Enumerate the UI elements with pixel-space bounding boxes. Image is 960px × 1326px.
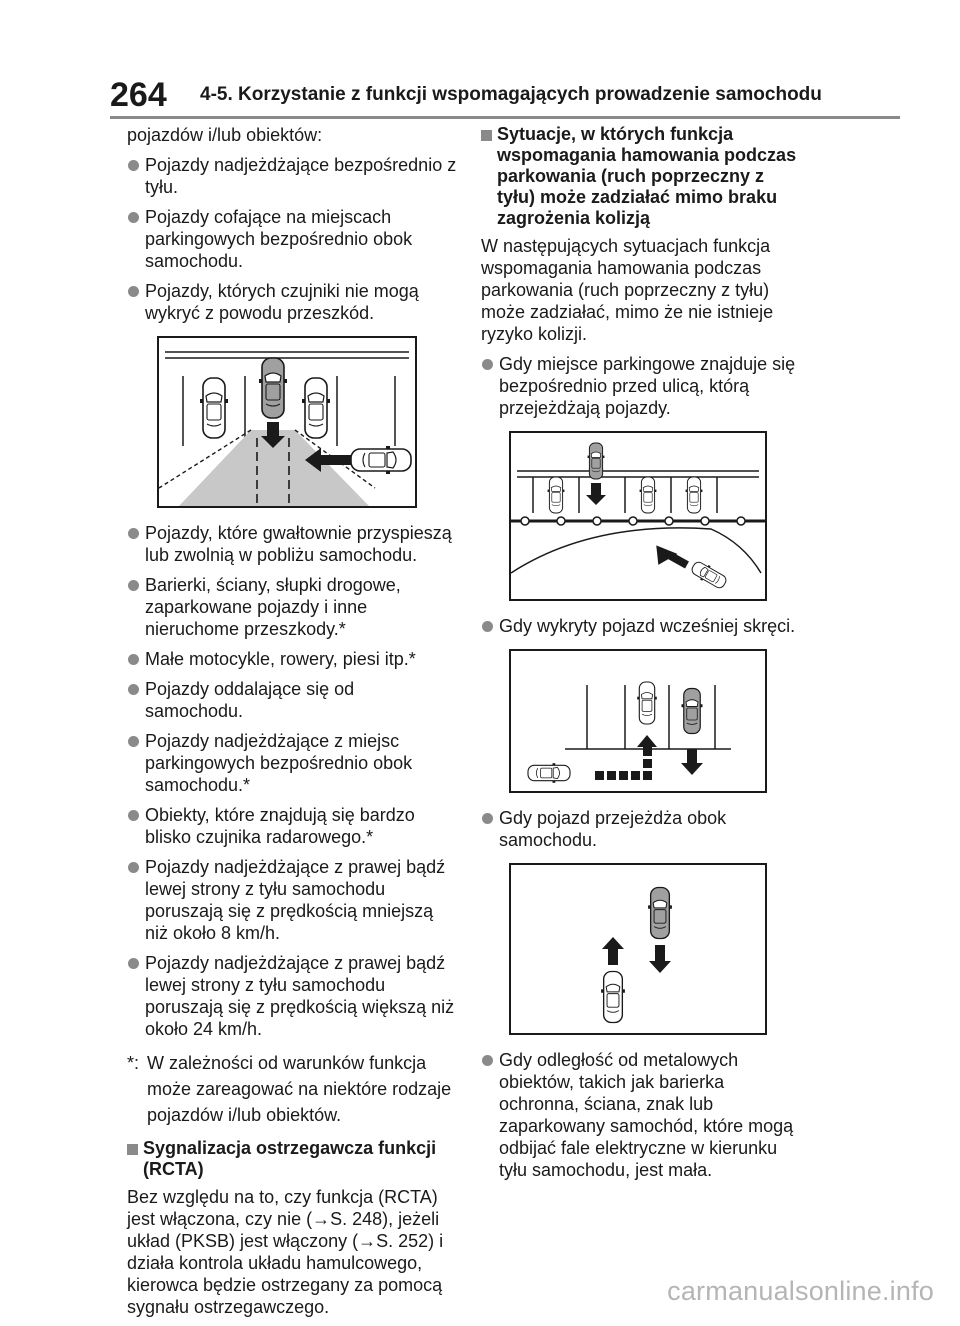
list-item: Barierki, ściany, słupki drogowe, zaparkowane pojazdy i inne nieruchome przeszkody.* [127, 574, 457, 640]
bullet-icon [128, 286, 139, 297]
list-item: Pojazdy, które gwałtownie przyspieszą lub zwolnią w pobliżu samochodu. [127, 522, 457, 566]
bullet-icon [128, 684, 139, 695]
page-header [110, 72, 900, 118]
list-item: Pojazdy nadjeżdżające z prawej bądź lewej strony z tyłu samochodu poruszają się z prędkością mniejszą niż około 8 km/h. [127, 856, 457, 944]
footnote [127, 1050, 457, 1128]
left-column [127, 124, 457, 1326]
list-item: Pojazdy nadjeżdżające bezpośrednio z tyłu. [127, 154, 457, 198]
intro-text: pojazdów i/lub obiektów: [127, 125, 323, 145]
list-item: Pojazdy nadjeżdżające z miejsc parkingowych bezpośrednio obok samochodu.* [127, 730, 457, 796]
square-bullet-icon [481, 130, 492, 141]
list-item: Gdy wykryty pojazd wcześniej skręci. [481, 615, 803, 637]
list-item: Pojazdy, których czujniki nie mogą wykryć z powodu przeszkód. [127, 280, 457, 324]
list-item: Pojazdy nadjeżdżające z prawej bądź lewej strony z tyłu samochodu poruszają się z prędkością większą niż około 24 km/h. [127, 952, 457, 1040]
header-rule [110, 116, 900, 119]
body-paragraph: W następujących sytuacjach funkcja wspomagania hamowania podczas parkowania (ruch poprzeczny z tyłu) może zadziałać, mimo że nie istnieje ryzyko kolizji. [481, 236, 774, 344]
list-item: Gdy miejsce parkingowe znajduje się bezpośrednio przed ulicą, którą przejeżdżają pojazdy. [481, 353, 803, 419]
bullet-icon [128, 528, 139, 539]
bullet-icon [128, 654, 139, 665]
bullet-icon [128, 862, 139, 873]
watermark: carmanualsonline.info [667, 1276, 934, 1306]
section-heading: Sytuacje, w których funkcja wspomagania hamowania podczas parkowania (ruch poprzeczny z tyłu) może zadziałać mimo braku zagrożenia kolizją [481, 124, 803, 229]
list-item: Obiekty, które znajdują się bardzo blisko czujnika radarowego.* [127, 804, 457, 848]
list-item: Pojazdy oddalające się od samochodu. [127, 678, 457, 722]
body-paragraph: Bez względu na to, czy funkcja (RCTA) jest włączona, czy nie (→S. 248), jeżeli układ (PKSB) jest włączony (→S. 252) i działa kontrola układu hamulcowego, kierowca będzie ostrzegany za pomocą sygnału ostrzegawczego. [127, 1187, 444, 1317]
list-item: Pojazdy cofające na miejscach parkingowych bezpośrednio obok samochodu. [127, 206, 457, 272]
figure-parking-near-street [509, 431, 767, 601]
footnote-mark: *: [127, 1053, 140, 1073]
square-bullet-icon [127, 1144, 138, 1155]
bullet-icon [128, 212, 139, 223]
bullet-icon [482, 1055, 493, 1066]
bullet-icon [482, 621, 493, 632]
bullet-icon [128, 958, 139, 969]
list-item: Małe motocykle, rowery, piesi itp.* [127, 648, 457, 670]
figure-vehicle-passing [509, 863, 767, 1035]
section-title: 4-5. Korzystanie z funkcji wspomagających prowadzenie samochodu [200, 84, 822, 105]
section-heading: Sygnalizacja ostrzegawcza funkcji (RCTA) [127, 1138, 457, 1180]
figure-vehicle-turned [509, 649, 767, 793]
bullet-icon [128, 736, 139, 747]
list-item: Gdy odległość od metalowych obiektów, takich jak barierka ochronna, ściana, znak lub zaparkowany samochód, które mogą odbijać fale elektryczne w kierunku tyłu samochodu, jest mała. [481, 1049, 803, 1181]
figure-obstructed-sensor [157, 336, 417, 508]
page-number: 264 [110, 76, 167, 114]
bullet-icon [482, 813, 493, 824]
list-item: Gdy pojazd przejeżdża obok samochodu. [481, 807, 803, 851]
bullet-icon [128, 810, 139, 821]
footnote-text: W zależności od warunków funkcja może zareagować na niektóre rodzaje pojazdów i/lub obiektów. [147, 1053, 452, 1125]
bullet-icon [128, 160, 139, 171]
bullet-icon [128, 580, 139, 591]
right-column [481, 124, 803, 1189]
bullet-icon [482, 359, 493, 370]
